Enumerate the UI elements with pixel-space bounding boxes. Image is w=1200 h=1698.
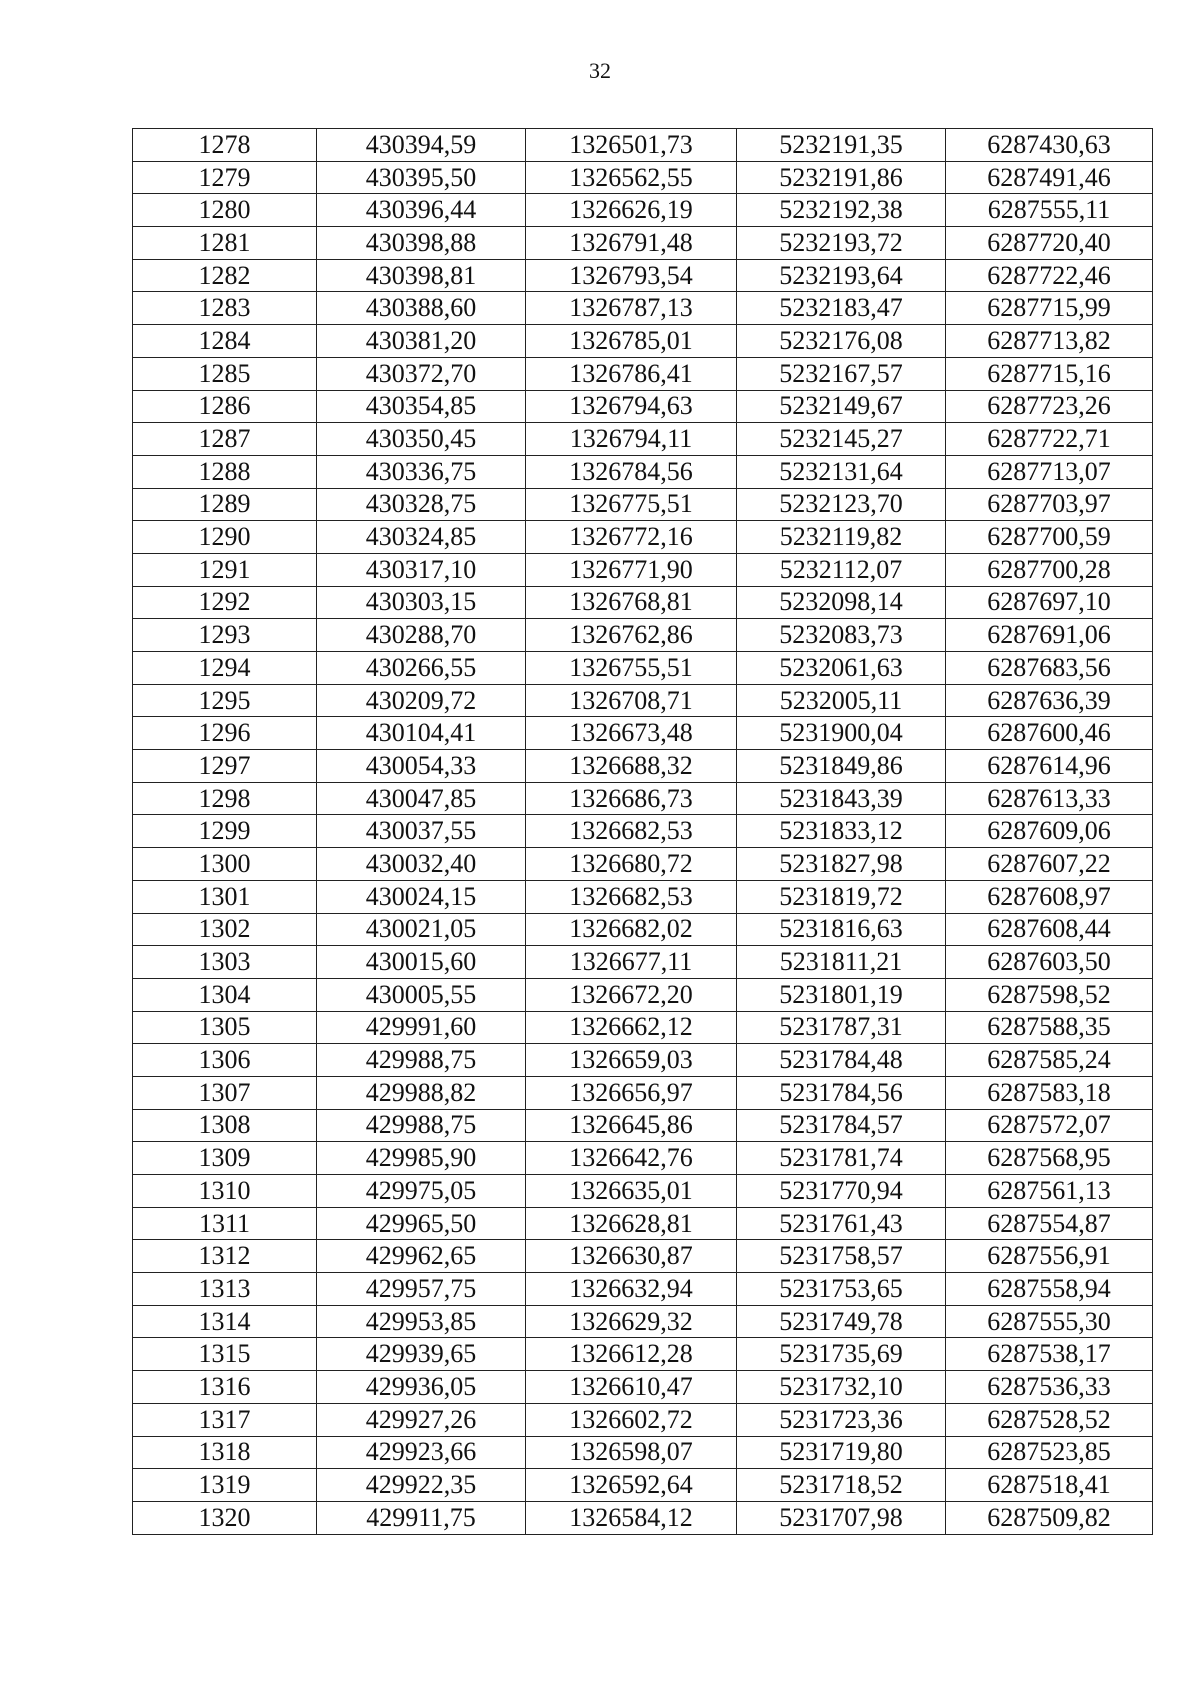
table-row bbox=[133, 521, 1153, 554]
x-coordinate-cell: 430398,81 bbox=[317, 259, 526, 292]
x-coordinate-cell: 430394,59 bbox=[317, 129, 526, 162]
point-number-cell: 1318 bbox=[133, 1436, 317, 1469]
y-coordinate-cell: 1326562,55 bbox=[526, 161, 737, 194]
table-row bbox=[133, 1175, 1153, 1208]
x-coordinate-cell: 429923,66 bbox=[317, 1436, 526, 1469]
point-number-cell: 1293 bbox=[133, 619, 317, 652]
y-coordinate-cell: 1326688,32 bbox=[526, 750, 737, 783]
table-row bbox=[133, 1011, 1153, 1044]
y2-coordinate-cell: 6287723,26 bbox=[946, 390, 1153, 423]
point-number-cell: 1306 bbox=[133, 1044, 317, 1077]
x-coordinate-cell: 430054,33 bbox=[317, 750, 526, 783]
y-coordinate-cell: 1326682,53 bbox=[526, 815, 737, 848]
y2-coordinate-cell: 6287607,22 bbox=[946, 848, 1153, 881]
point-number-cell: 1312 bbox=[133, 1240, 317, 1273]
x-coordinate-cell: 430015,60 bbox=[317, 946, 526, 979]
y-coordinate-cell: 1326771,90 bbox=[526, 553, 737, 586]
point-number-cell: 1317 bbox=[133, 1403, 317, 1436]
y2-coordinate-cell: 6287683,56 bbox=[946, 652, 1153, 685]
point-number-cell: 1287 bbox=[133, 423, 317, 456]
table-row bbox=[133, 978, 1153, 1011]
x2-coordinate-cell: 5231827,98 bbox=[737, 848, 946, 881]
point-number-cell: 1300 bbox=[133, 848, 317, 881]
x-coordinate-cell: 430354,85 bbox=[317, 390, 526, 423]
y-coordinate-cell: 1326787,13 bbox=[526, 292, 737, 325]
x2-coordinate-cell: 5232112,07 bbox=[737, 553, 946, 586]
x2-coordinate-cell: 5232191,86 bbox=[737, 161, 946, 194]
table-row bbox=[133, 1403, 1153, 1436]
y-coordinate-cell: 1326793,54 bbox=[526, 259, 737, 292]
x2-coordinate-cell: 5231718,52 bbox=[737, 1469, 946, 1502]
table-row bbox=[133, 586, 1153, 619]
y-coordinate-cell: 1326629,32 bbox=[526, 1305, 737, 1338]
y2-coordinate-cell: 6287555,30 bbox=[946, 1305, 1153, 1338]
x2-coordinate-cell: 5231900,04 bbox=[737, 717, 946, 750]
x-coordinate-cell: 429953,85 bbox=[317, 1305, 526, 1338]
table-row bbox=[133, 227, 1153, 260]
y-coordinate-cell: 1326592,64 bbox=[526, 1469, 737, 1502]
x-coordinate-cell: 429936,05 bbox=[317, 1371, 526, 1404]
x2-coordinate-cell: 5231753,65 bbox=[737, 1273, 946, 1306]
y2-coordinate-cell: 6287600,46 bbox=[946, 717, 1153, 750]
x2-coordinate-cell: 5232193,64 bbox=[737, 259, 946, 292]
y2-coordinate-cell: 6287536,33 bbox=[946, 1371, 1153, 1404]
x-coordinate-cell: 430021,05 bbox=[317, 913, 526, 946]
point-number-cell: 1303 bbox=[133, 946, 317, 979]
y2-coordinate-cell: 6287715,16 bbox=[946, 357, 1153, 390]
y-coordinate-cell: 1326762,86 bbox=[526, 619, 737, 652]
y2-coordinate-cell: 6287572,07 bbox=[946, 1109, 1153, 1142]
y2-coordinate-cell: 6287722,71 bbox=[946, 423, 1153, 456]
table-row bbox=[133, 194, 1153, 227]
x-coordinate-cell: 430032,40 bbox=[317, 848, 526, 881]
table-row bbox=[133, 1371, 1153, 1404]
point-number-cell: 1310 bbox=[133, 1175, 317, 1208]
x2-coordinate-cell: 5231719,80 bbox=[737, 1436, 946, 1469]
point-number-cell: 1302 bbox=[133, 913, 317, 946]
y-coordinate-cell: 1326645,86 bbox=[526, 1109, 737, 1142]
y2-coordinate-cell: 6287720,40 bbox=[946, 227, 1153, 260]
x2-coordinate-cell: 5232123,70 bbox=[737, 488, 946, 521]
y2-coordinate-cell: 6287491,46 bbox=[946, 161, 1153, 194]
y2-coordinate-cell: 6287558,94 bbox=[946, 1273, 1153, 1306]
y2-coordinate-cell: 6287613,33 bbox=[946, 782, 1153, 815]
y-coordinate-cell: 1326610,47 bbox=[526, 1371, 737, 1404]
table-row bbox=[133, 848, 1153, 881]
x2-coordinate-cell: 5231784,48 bbox=[737, 1044, 946, 1077]
point-number-cell: 1309 bbox=[133, 1142, 317, 1175]
point-number-cell: 1319 bbox=[133, 1469, 317, 1502]
x-coordinate-cell: 430288,70 bbox=[317, 619, 526, 652]
x2-coordinate-cell: 5231784,56 bbox=[737, 1076, 946, 1109]
x-coordinate-cell: 430005,55 bbox=[317, 978, 526, 1011]
x2-coordinate-cell: 5231707,98 bbox=[737, 1501, 946, 1534]
x-coordinate-cell: 430381,20 bbox=[317, 325, 526, 358]
x-coordinate-cell: 429957,75 bbox=[317, 1273, 526, 1306]
y-coordinate-cell: 1326632,94 bbox=[526, 1273, 737, 1306]
x-coordinate-cell: 430324,85 bbox=[317, 521, 526, 554]
x-coordinate-cell: 430395,50 bbox=[317, 161, 526, 194]
y2-coordinate-cell: 6287614,96 bbox=[946, 750, 1153, 783]
y2-coordinate-cell: 6287636,39 bbox=[946, 684, 1153, 717]
point-number-cell: 1294 bbox=[133, 652, 317, 685]
page-number: 32 bbox=[589, 58, 611, 83]
table-row bbox=[133, 129, 1153, 162]
table-row bbox=[133, 1469, 1153, 1502]
table-row bbox=[133, 815, 1153, 848]
table-row bbox=[133, 1305, 1153, 1338]
x2-coordinate-cell: 5232191,35 bbox=[737, 129, 946, 162]
y2-coordinate-cell: 6287430,63 bbox=[946, 129, 1153, 162]
y-coordinate-cell: 1326659,03 bbox=[526, 1044, 737, 1077]
point-number-cell: 1284 bbox=[133, 325, 317, 358]
x-coordinate-cell: 430336,75 bbox=[317, 455, 526, 488]
y2-coordinate-cell: 6287697,10 bbox=[946, 586, 1153, 619]
table-row bbox=[133, 1109, 1153, 1142]
x2-coordinate-cell: 5231819,72 bbox=[737, 880, 946, 913]
x2-coordinate-cell: 5232145,27 bbox=[737, 423, 946, 456]
y-coordinate-cell: 1326630,87 bbox=[526, 1240, 737, 1273]
table-row bbox=[133, 1044, 1153, 1077]
table-row bbox=[133, 1142, 1153, 1175]
y2-coordinate-cell: 6287713,82 bbox=[946, 325, 1153, 358]
point-number-cell: 1295 bbox=[133, 684, 317, 717]
x2-coordinate-cell: 5231732,10 bbox=[737, 1371, 946, 1404]
y-coordinate-cell: 1326626,19 bbox=[526, 194, 737, 227]
y2-coordinate-cell: 6287588,35 bbox=[946, 1011, 1153, 1044]
y2-coordinate-cell: 6287609,06 bbox=[946, 815, 1153, 848]
x-coordinate-cell: 429965,50 bbox=[317, 1207, 526, 1240]
x2-coordinate-cell: 5231761,43 bbox=[737, 1207, 946, 1240]
y2-coordinate-cell: 6287715,99 bbox=[946, 292, 1153, 325]
x-coordinate-cell: 430266,55 bbox=[317, 652, 526, 685]
y2-coordinate-cell: 6287523,85 bbox=[946, 1436, 1153, 1469]
x-coordinate-cell: 429988,82 bbox=[317, 1076, 526, 1109]
y2-coordinate-cell: 6287703,97 bbox=[946, 488, 1153, 521]
y2-coordinate-cell: 6287700,28 bbox=[946, 553, 1153, 586]
point-number-cell: 1304 bbox=[133, 978, 317, 1011]
table-row bbox=[133, 390, 1153, 423]
y-coordinate-cell: 1326602,72 bbox=[526, 1403, 737, 1436]
y-coordinate-cell: 1326682,02 bbox=[526, 913, 737, 946]
x-coordinate-cell: 430303,15 bbox=[317, 586, 526, 619]
table-row bbox=[133, 357, 1153, 390]
y-coordinate-cell: 1326794,11 bbox=[526, 423, 737, 456]
y2-coordinate-cell: 6287585,24 bbox=[946, 1044, 1153, 1077]
point-number-cell: 1279 bbox=[133, 161, 317, 194]
y-coordinate-cell: 1326794,63 bbox=[526, 390, 737, 423]
y2-coordinate-cell: 6287528,52 bbox=[946, 1403, 1153, 1436]
x2-coordinate-cell: 5232167,57 bbox=[737, 357, 946, 390]
point-number-cell: 1292 bbox=[133, 586, 317, 619]
point-number-cell: 1298 bbox=[133, 782, 317, 815]
x2-coordinate-cell: 5232183,47 bbox=[737, 292, 946, 325]
x2-coordinate-cell: 5231735,69 bbox=[737, 1338, 946, 1371]
table-row bbox=[133, 946, 1153, 979]
y-coordinate-cell: 1326791,48 bbox=[526, 227, 737, 260]
y-coordinate-cell: 1326682,53 bbox=[526, 880, 737, 913]
table-row bbox=[133, 880, 1153, 913]
table-row bbox=[133, 553, 1153, 586]
point-number-cell: 1299 bbox=[133, 815, 317, 848]
table-row bbox=[133, 1207, 1153, 1240]
table-row bbox=[133, 1501, 1153, 1534]
coordinates-table-container bbox=[132, 128, 1152, 1535]
x-coordinate-cell: 430104,41 bbox=[317, 717, 526, 750]
point-number-cell: 1290 bbox=[133, 521, 317, 554]
table-row bbox=[133, 619, 1153, 652]
y-coordinate-cell: 1326772,16 bbox=[526, 521, 737, 554]
x2-coordinate-cell: 5231811,21 bbox=[737, 946, 946, 979]
y2-coordinate-cell: 6287713,07 bbox=[946, 455, 1153, 488]
x2-coordinate-cell: 5231833,12 bbox=[737, 815, 946, 848]
y2-coordinate-cell: 6287556,91 bbox=[946, 1240, 1153, 1273]
x2-coordinate-cell: 5231758,57 bbox=[737, 1240, 946, 1273]
y2-coordinate-cell: 6287583,18 bbox=[946, 1076, 1153, 1109]
y2-coordinate-cell: 6287608,44 bbox=[946, 913, 1153, 946]
point-number-cell: 1316 bbox=[133, 1371, 317, 1404]
x-coordinate-cell: 429991,60 bbox=[317, 1011, 526, 1044]
table-row bbox=[133, 1240, 1153, 1273]
y-coordinate-cell: 1326677,11 bbox=[526, 946, 737, 979]
x2-coordinate-cell: 5232193,72 bbox=[737, 227, 946, 260]
y-coordinate-cell: 1326775,51 bbox=[526, 488, 737, 521]
table-row bbox=[133, 684, 1153, 717]
x-coordinate-cell: 430328,75 bbox=[317, 488, 526, 521]
x-coordinate-cell: 429988,75 bbox=[317, 1044, 526, 1077]
x-coordinate-cell: 429911,75 bbox=[317, 1501, 526, 1534]
point-number-cell: 1307 bbox=[133, 1076, 317, 1109]
x-coordinate-cell: 430398,88 bbox=[317, 227, 526, 260]
point-number-cell: 1291 bbox=[133, 553, 317, 586]
y2-coordinate-cell: 6287554,87 bbox=[946, 1207, 1153, 1240]
y2-coordinate-cell: 6287561,13 bbox=[946, 1175, 1153, 1208]
point-number-cell: 1315 bbox=[133, 1338, 317, 1371]
y2-coordinate-cell: 6287608,97 bbox=[946, 880, 1153, 913]
x2-coordinate-cell: 5231849,86 bbox=[737, 750, 946, 783]
y-coordinate-cell: 1326628,81 bbox=[526, 1207, 737, 1240]
y-coordinate-cell: 1326662,12 bbox=[526, 1011, 737, 1044]
table-row bbox=[133, 488, 1153, 521]
table-row bbox=[133, 652, 1153, 685]
point-number-cell: 1308 bbox=[133, 1109, 317, 1142]
x2-coordinate-cell: 5232131,64 bbox=[737, 455, 946, 488]
y-coordinate-cell: 1326635,01 bbox=[526, 1175, 737, 1208]
x-coordinate-cell: 429922,35 bbox=[317, 1469, 526, 1502]
y-coordinate-cell: 1326656,97 bbox=[526, 1076, 737, 1109]
point-number-cell: 1283 bbox=[133, 292, 317, 325]
table-row bbox=[133, 782, 1153, 815]
y-coordinate-cell: 1326785,01 bbox=[526, 325, 737, 358]
y2-coordinate-cell: 6287518,41 bbox=[946, 1469, 1153, 1502]
y-coordinate-cell: 1326501,73 bbox=[526, 129, 737, 162]
x-coordinate-cell: 430209,72 bbox=[317, 684, 526, 717]
point-number-cell: 1314 bbox=[133, 1305, 317, 1338]
point-number-cell: 1301 bbox=[133, 880, 317, 913]
x-coordinate-cell: 429962,65 bbox=[317, 1240, 526, 1273]
x2-coordinate-cell: 5232098,14 bbox=[737, 586, 946, 619]
x2-coordinate-cell: 5231784,57 bbox=[737, 1109, 946, 1142]
point-number-cell: 1281 bbox=[133, 227, 317, 260]
x2-coordinate-cell: 5231781,74 bbox=[737, 1142, 946, 1175]
x2-coordinate-cell: 5232083,73 bbox=[737, 619, 946, 652]
x-coordinate-cell: 429939,65 bbox=[317, 1338, 526, 1371]
table-row bbox=[133, 1273, 1153, 1306]
y-coordinate-cell: 1326784,56 bbox=[526, 455, 737, 488]
y-coordinate-cell: 1326755,51 bbox=[526, 652, 737, 685]
point-number-cell: 1320 bbox=[133, 1501, 317, 1534]
table-row bbox=[133, 455, 1153, 488]
x-coordinate-cell: 430372,70 bbox=[317, 357, 526, 390]
x2-coordinate-cell: 5231801,19 bbox=[737, 978, 946, 1011]
table-row bbox=[133, 1076, 1153, 1109]
x-coordinate-cell: 430037,55 bbox=[317, 815, 526, 848]
x-coordinate-cell: 430388,60 bbox=[317, 292, 526, 325]
x-coordinate-cell: 429985,90 bbox=[317, 1142, 526, 1175]
y-coordinate-cell: 1326598,07 bbox=[526, 1436, 737, 1469]
y2-coordinate-cell: 6287555,11 bbox=[946, 194, 1153, 227]
x-coordinate-cell: 429988,75 bbox=[317, 1109, 526, 1142]
table-row bbox=[133, 717, 1153, 750]
x-coordinate-cell: 429975,05 bbox=[317, 1175, 526, 1208]
y2-coordinate-cell: 6287691,06 bbox=[946, 619, 1153, 652]
y-coordinate-cell: 1326708,71 bbox=[526, 684, 737, 717]
table-row bbox=[133, 292, 1153, 325]
y2-coordinate-cell: 6287538,17 bbox=[946, 1338, 1153, 1371]
table-row bbox=[133, 423, 1153, 456]
point-number-cell: 1311 bbox=[133, 1207, 317, 1240]
y-coordinate-cell: 1326672,20 bbox=[526, 978, 737, 1011]
table-row bbox=[133, 913, 1153, 946]
y2-coordinate-cell: 6287568,95 bbox=[946, 1142, 1153, 1175]
table-row bbox=[133, 1338, 1153, 1371]
point-number-cell: 1282 bbox=[133, 259, 317, 292]
point-number-cell: 1296 bbox=[133, 717, 317, 750]
y-coordinate-cell: 1326680,72 bbox=[526, 848, 737, 881]
y2-coordinate-cell: 6287722,46 bbox=[946, 259, 1153, 292]
point-number-cell: 1297 bbox=[133, 750, 317, 783]
y-coordinate-cell: 1326673,48 bbox=[526, 717, 737, 750]
y-coordinate-cell: 1326584,12 bbox=[526, 1501, 737, 1534]
y-coordinate-cell: 1326768,81 bbox=[526, 586, 737, 619]
coordinates-table-body bbox=[133, 129, 1153, 1535]
y-coordinate-cell: 1326786,41 bbox=[526, 357, 737, 390]
point-number-cell: 1285 bbox=[133, 357, 317, 390]
table-row bbox=[133, 1436, 1153, 1469]
x2-coordinate-cell: 5231770,94 bbox=[737, 1175, 946, 1208]
y2-coordinate-cell: 6287700,59 bbox=[946, 521, 1153, 554]
x2-coordinate-cell: 5231787,31 bbox=[737, 1011, 946, 1044]
coordinates-table bbox=[132, 128, 1153, 1535]
point-number-cell: 1280 bbox=[133, 194, 317, 227]
x2-coordinate-cell: 5232176,08 bbox=[737, 325, 946, 358]
x2-coordinate-cell: 5231843,39 bbox=[737, 782, 946, 815]
x2-coordinate-cell: 5231749,78 bbox=[737, 1305, 946, 1338]
x-coordinate-cell: 429927,26 bbox=[317, 1403, 526, 1436]
x2-coordinate-cell: 5232061,63 bbox=[737, 652, 946, 685]
x-coordinate-cell: 430317,10 bbox=[317, 553, 526, 586]
table-row bbox=[133, 750, 1153, 783]
x-coordinate-cell: 430350,45 bbox=[317, 423, 526, 456]
x2-coordinate-cell: 5231816,63 bbox=[737, 913, 946, 946]
point-number-cell: 1288 bbox=[133, 455, 317, 488]
x-coordinate-cell: 430396,44 bbox=[317, 194, 526, 227]
y2-coordinate-cell: 6287509,82 bbox=[946, 1501, 1153, 1534]
table-row bbox=[133, 161, 1153, 194]
y-coordinate-cell: 1326612,28 bbox=[526, 1338, 737, 1371]
x2-coordinate-cell: 5231723,36 bbox=[737, 1403, 946, 1436]
x2-coordinate-cell: 5232192,38 bbox=[737, 194, 946, 227]
point-number-cell: 1286 bbox=[133, 390, 317, 423]
point-number-cell: 1278 bbox=[133, 129, 317, 162]
point-number-cell: 1289 bbox=[133, 488, 317, 521]
y-coordinate-cell: 1326642,76 bbox=[526, 1142, 737, 1175]
y2-coordinate-cell: 6287598,52 bbox=[946, 978, 1153, 1011]
table-row bbox=[133, 259, 1153, 292]
x-coordinate-cell: 430024,15 bbox=[317, 880, 526, 913]
point-number-cell: 1305 bbox=[133, 1011, 317, 1044]
table-row bbox=[133, 325, 1153, 358]
x-coordinate-cell: 430047,85 bbox=[317, 782, 526, 815]
x2-coordinate-cell: 5232005,11 bbox=[737, 684, 946, 717]
y-coordinate-cell: 1326686,73 bbox=[526, 782, 737, 815]
y2-coordinate-cell: 6287603,50 bbox=[946, 946, 1153, 979]
x2-coordinate-cell: 5232119,82 bbox=[737, 521, 946, 554]
x2-coordinate-cell: 5232149,67 bbox=[737, 390, 946, 423]
point-number-cell: 1313 bbox=[133, 1273, 317, 1306]
